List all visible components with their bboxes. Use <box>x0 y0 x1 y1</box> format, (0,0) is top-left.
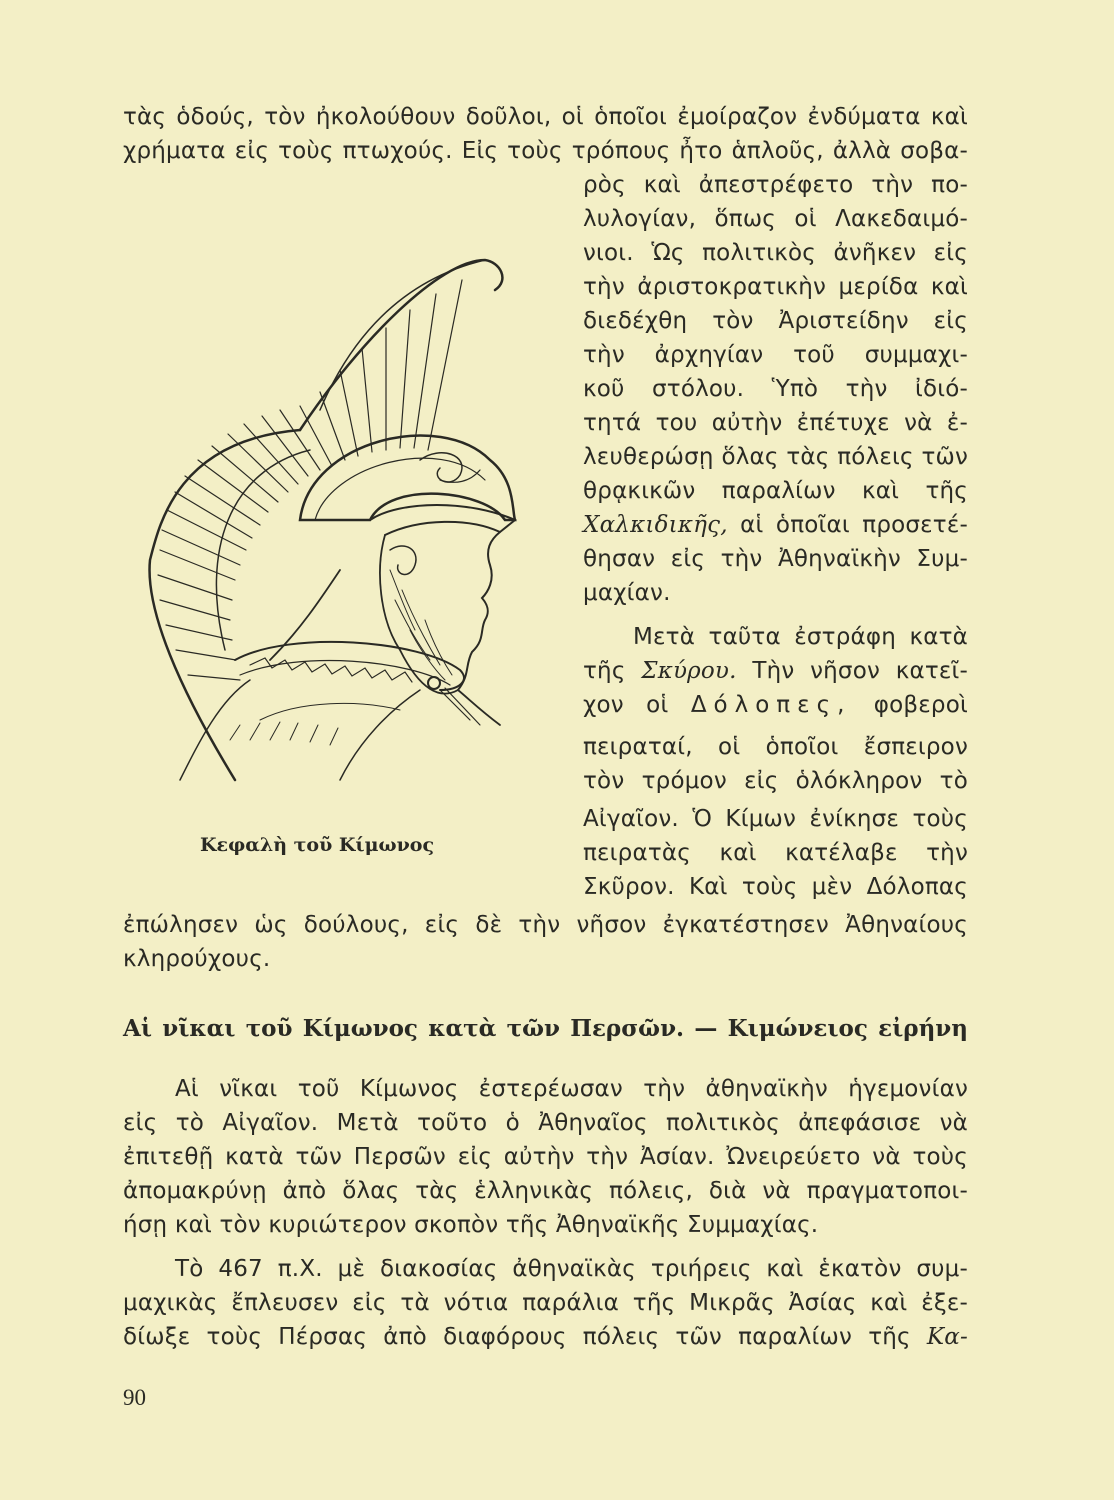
text-line: μαχικὰς ἔπλευσεν εἰς τὰ νότια παράλια τῆς Μικρᾶς Ἀσίας καὶ ἐξε- <box>123 1290 968 1316</box>
text-line: λυλογίαν, ὅπως οἱ Λακεδαιμό- <box>583 206 968 232</box>
text-line: εἰς τὸ Αἰγαῖον. Μετὰ τοῦτο ὁ Ἀθηναῖος πολιτικὸς ἀπεφάσισε νὰ <box>123 1110 968 1136</box>
text-line: διεδέχθη τὸν Ἀριστείδην εἰς <box>583 308 968 334</box>
text-line: ρὸς καὶ ἀπεστρέφετο τὴν πο- <box>583 172 968 198</box>
figure-caption: Κεφαλὴ τοῦ Κίμωνος <box>200 834 435 856</box>
text-line: τὴν ἀριστοκρατικὴν μερίδα καὶ <box>583 274 968 300</box>
cimon-helmet-illustration <box>140 220 530 820</box>
text-line: λευθερώσῃ ὅλας τὰς πόλεις τῶν <box>583 444 968 470</box>
text-line <box>583 688 968 722</box>
text-fragment: τῆς <box>583 658 642 684</box>
text-line: ἐπώλησεν ὡς δούλους, εἰς δὲ τὴν νῆσον ἐγκατέστησεν Ἀθηναίους <box>123 912 968 938</box>
text-line: θησαν εἰς τὴν Ἀθηναϊκὴν Συμ- <box>583 546 968 572</box>
text-line: νιοι. Ὡς πολιτικὸς ἀνῆκεν εἰς <box>583 240 968 266</box>
text-line: ἀπομακρύνῃ ἀπὸ ὅλας τὰς ἑλληνικὰς πόλεις, διὰ νὰ πραγματοποι- <box>123 1178 968 1204</box>
text-line: Τὸ 467 π.Χ. μὲ διακοσίας ἀθηναϊκὰς τριήρεις καὶ ἑκατὸν συμ- <box>175 1256 968 1282</box>
text-line <box>123 1320 968 1354</box>
text-line: τὰς ὁδούς, τὸν ἠκολούθουν δοῦλοι, οἱ ὁποῖοι ἐμοίραζον ἐνδύματα καὶ <box>123 104 968 130</box>
place-name-italic: Κα- <box>926 1324 968 1350</box>
text-line: ήσῃ καὶ τὸν κυριώτερον σκοπὸν τῆς Ἀθηναϊκῆς Συμμαχίας. <box>123 1212 819 1238</box>
text-line: πειραταί, οἱ ὁποῖοι ἔσπειρον <box>583 734 968 760</box>
text-line: τὴν ἀρχηγίαν τοῦ συμμαχι- <box>583 342 968 368</box>
text-line <box>583 508 968 542</box>
text-line: θρᾳκικῶν παραλίων καὶ τῆς <box>583 478 968 504</box>
place-name-italic: Χαλκιδικῆς, <box>583 512 728 538</box>
text-line: πειρατὰς καὶ κατέλαβε τὴν <box>583 840 968 866</box>
text-line: μαχίαν. <box>583 580 671 606</box>
text-line: τὸν τρόμον εἰς ὁλόκληρον τὸ <box>583 768 968 794</box>
text-line: τητά του αὐτὴν ἐπέτυχε νὰ ἐ- <box>583 410 968 436</box>
text-line: ἐπιτεθῇ κατὰ τῶν Περσῶν εἰς αὐτὴν τὴν Ἀσίαν. Ὠνειρεύετο νὰ τοὺς <box>123 1144 968 1170</box>
text-line: κοῦ στόλου. Ὑπὸ τὴν ἰδιό- <box>583 376 968 402</box>
text-fragment: φοβεροὶ <box>851 692 968 718</box>
text-line: Αἰγαῖον. Ὁ Κίμων ἐνίκησε τοὺς <box>583 806 968 832</box>
text-line: κληρούχους. <box>123 946 271 972</box>
text-line: χρήματα εἰς τοὺς πτωχούς. Εἰς τοὺς τρόπους ἦτο ἁπλοῦς, ἀλλὰ σοβα- <box>123 138 968 164</box>
text-fragment: χον οἱ <box>583 692 691 718</box>
text-fragment: Τὴν νῆσον κατεῖ- <box>736 658 968 684</box>
place-name-italic: Σκύρου. <box>641 658 737 684</box>
text-line: Αἱ νῖκαι τοῦ Κίμωνος ἐστερέωσαν τὴν ἀθηναϊκὴν ἡγεμονίαν <box>175 1076 968 1102</box>
text-fragment: αἱ ὁποῖαι προσετέ- <box>727 512 968 538</box>
text-fragment: δίωξε τοὺς Πέρσας ἀπὸ διαφόρους πόλεις τῶν παραλίων τῆς <box>123 1324 927 1350</box>
text-line <box>583 654 968 688</box>
text-line: Σκῦρον. Καὶ τοὺς μὲν Δόλοπας <box>583 874 968 900</box>
section-heading: Αἱ νῖκαι τοῦ Κίμωνος κατὰ τῶν Περσῶν. — Κιμώνειος εἰρήνη <box>123 1015 968 1042</box>
spaced-emphasis: Δόλοπες, <box>690 692 852 718</box>
page-number: 90 <box>123 1385 146 1410</box>
text-line: Μετὰ ταῦτα ἐστράφη κατὰ <box>633 624 968 650</box>
